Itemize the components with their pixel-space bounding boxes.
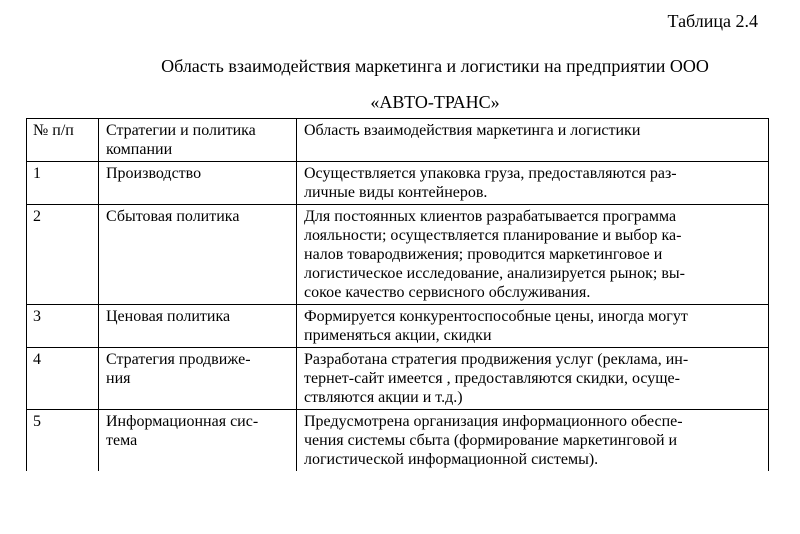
header-strategy: Стратегии и политика компании — [99, 119, 297, 162]
table-title-line-1: Область взаимодействия маркетинга и логистики на предприятии ООО — [161, 56, 709, 76]
interaction-table — [26, 118, 769, 471]
table-row — [27, 305, 769, 348]
row-number: 4 — [27, 348, 99, 410]
row-strategy: Информационная сис- тема — [99, 410, 297, 472]
row-strategy: Ценовая политика — [99, 305, 297, 348]
row-number: 1 — [27, 162, 99, 205]
row-number: 2 — [27, 205, 99, 305]
header-number: № п/п — [27, 119, 99, 162]
row-area: Для постоянных клиентов разрабатывается программа лояльности; осуществляется планирование и выбор ка- налов товародвижения; проводится маркетинговое и логистическое исследование, анализируется рынок; вы- сокое качество сервисного обслуживания. — [297, 205, 769, 305]
row-area: Осуществляется упаковка груза, предоставляются раз- личные виды контейнеров. — [297, 162, 769, 205]
table-title — [0, 48, 800, 120]
row-area: Предусмотрена организация информационного обеспе- чения системы сбыта (формирование маркетинговой и логистической информационной системы). — [297, 410, 769, 472]
table-title-line-2: «АВТО-ТРАНС» — [370, 92, 500, 112]
row-area: Формируется конкурентоспособные цены, иногда могут применяться акции, скидки — [297, 305, 769, 348]
row-strategy: Сбытовая политика — [99, 205, 297, 305]
table-row — [27, 348, 769, 410]
table-row — [27, 410, 769, 472]
row-number: 5 — [27, 410, 99, 472]
table-row — [27, 162, 769, 205]
row-strategy: Стратегия продвиже- ния — [99, 348, 297, 410]
table-number-caption: Таблица 2.4 — [667, 11, 758, 31]
table-header-row — [27, 119, 769, 162]
row-area: Разработана стратегия продвижения услуг (реклама, ин- тернет-сайт имеется , предоставляются скидки, осуще- ствляются акции и т.д.) — [297, 348, 769, 410]
row-number: 3 — [27, 305, 99, 348]
table-row — [27, 205, 769, 305]
header-area: Область взаимодействия маркетинга и логистики — [297, 119, 769, 162]
row-strategy: Производство — [99, 162, 297, 205]
